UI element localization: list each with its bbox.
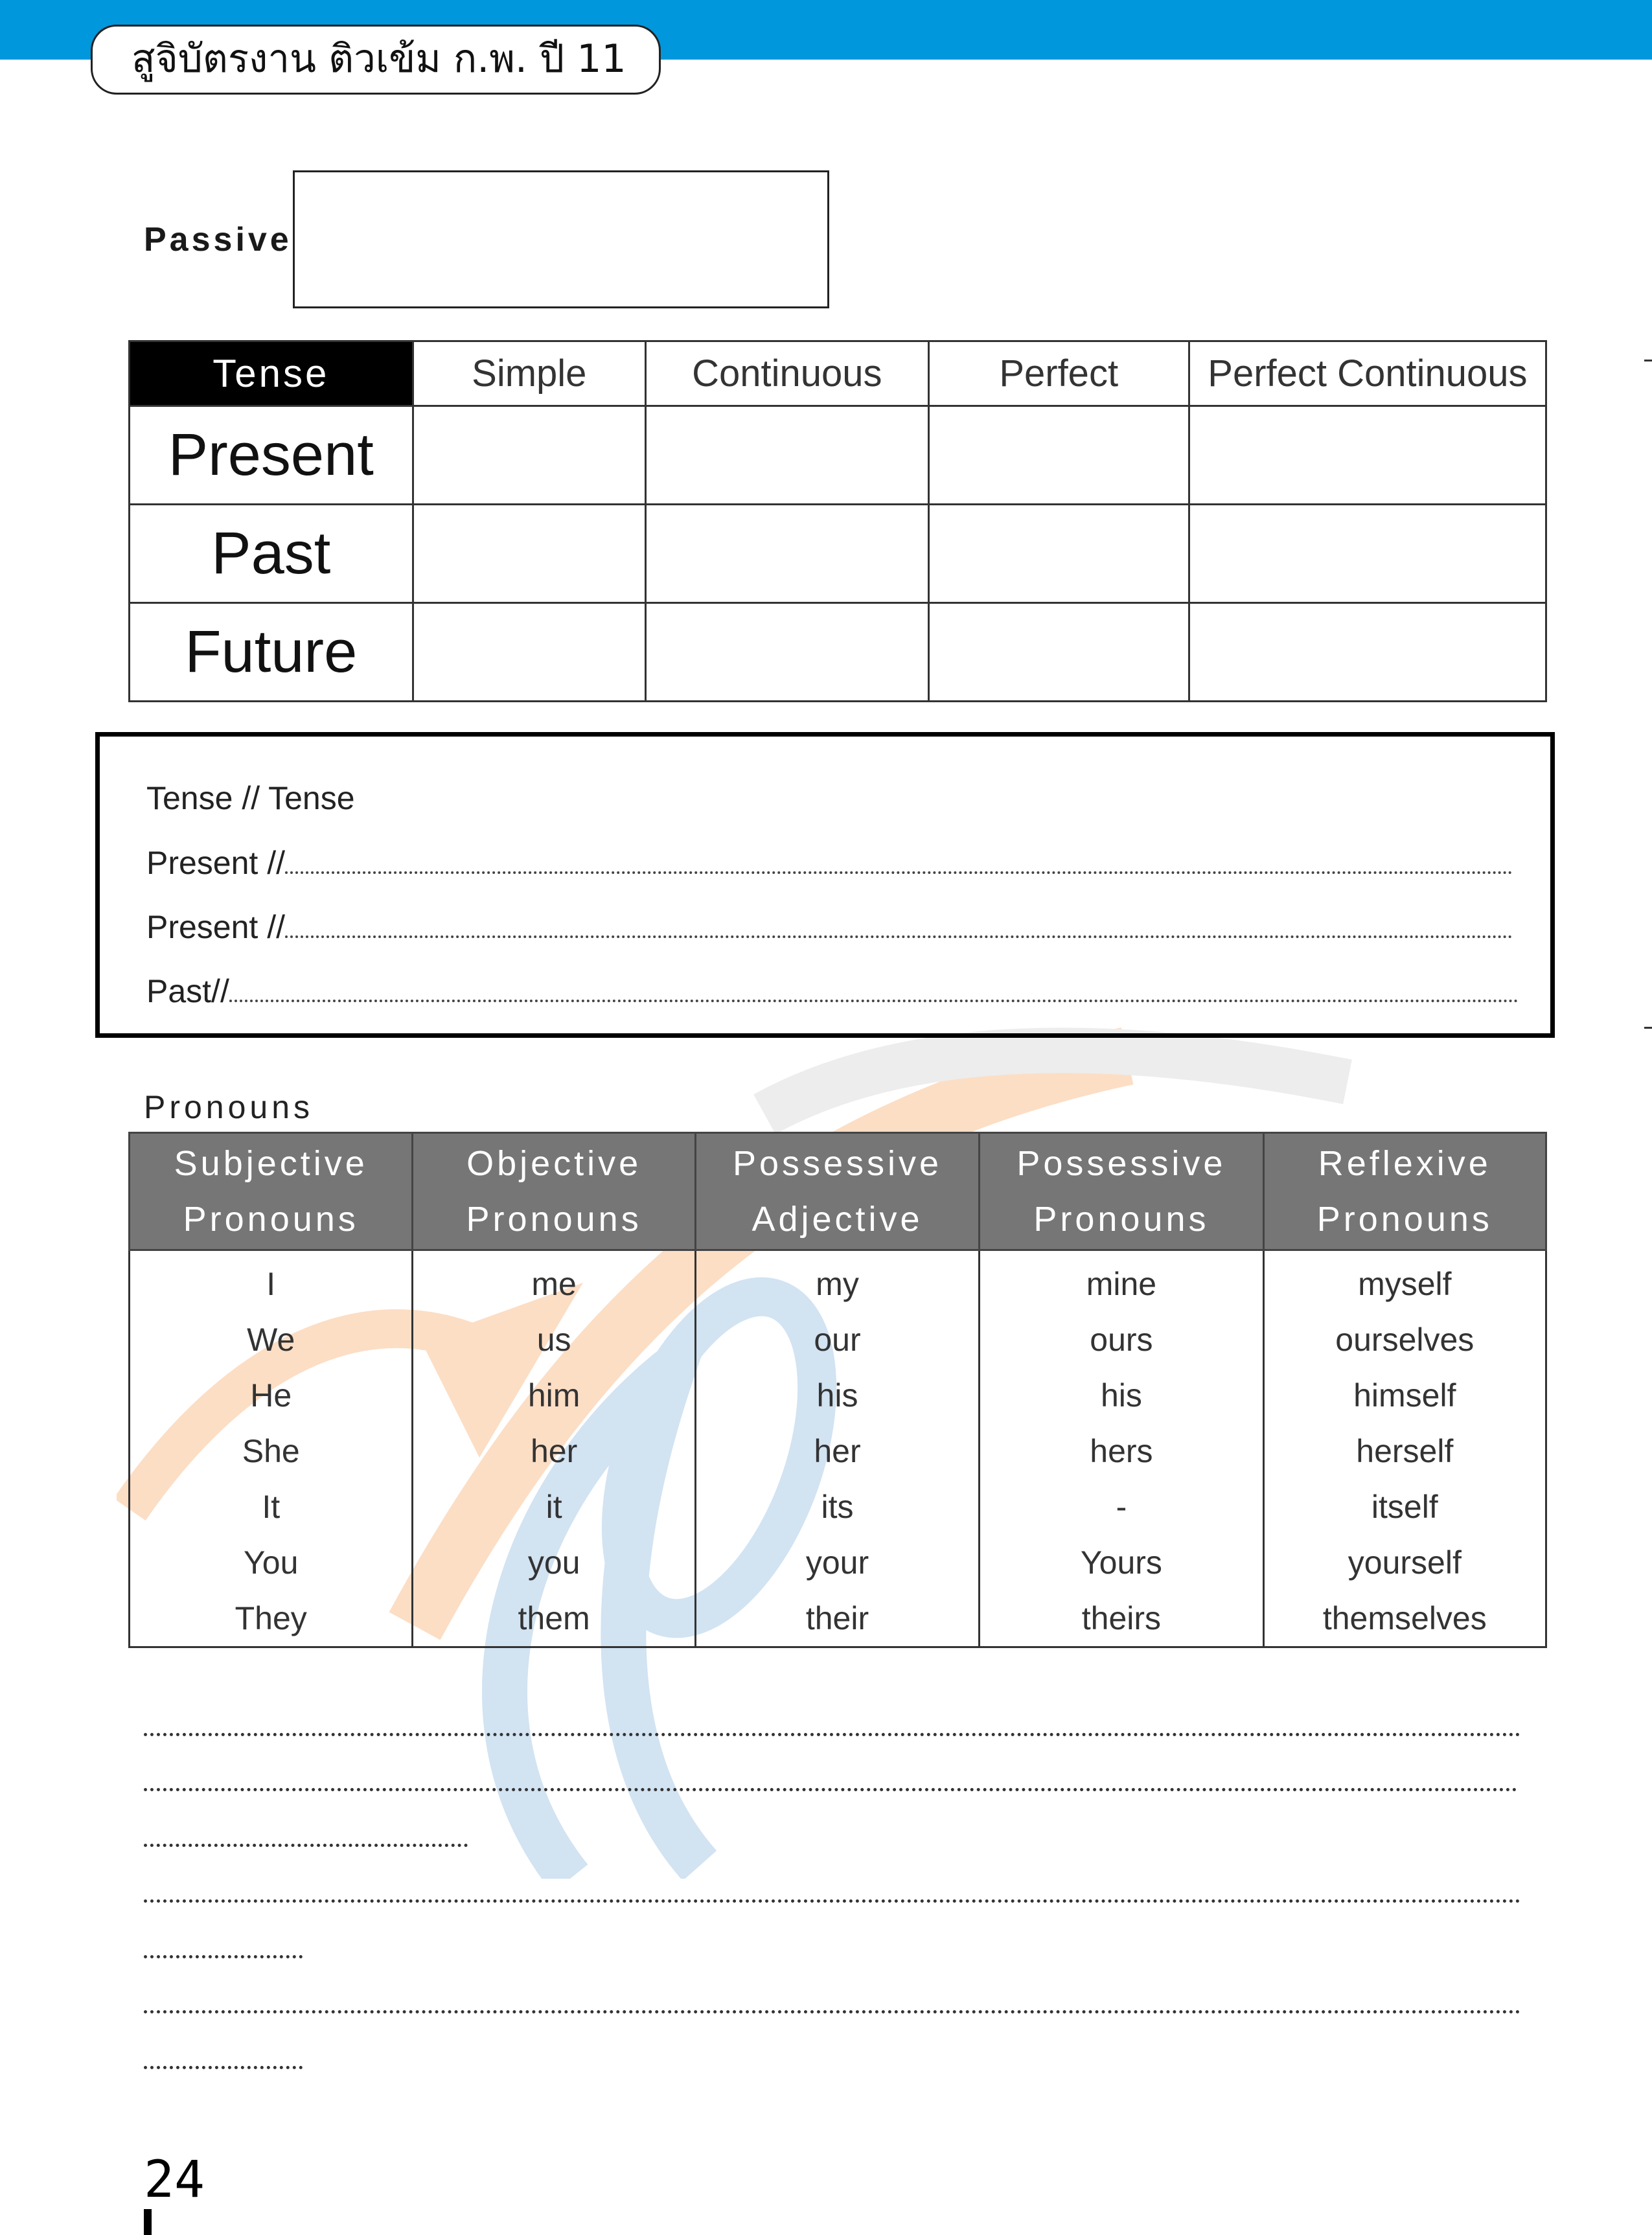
table-row	[130, 1368, 1546, 1423]
tense-cell[interactable]	[928, 406, 1189, 505]
tense-cell[interactable]	[413, 406, 645, 505]
pron-cell: you	[413, 1535, 695, 1590]
pron-cell: myself	[1263, 1250, 1546, 1312]
pron-cell: himself	[1263, 1368, 1546, 1423]
tense-row-future: Future	[130, 603, 413, 702]
pron-header-reflexive: Reflexive Pronouns	[1263, 1133, 1546, 1250]
tense-col-perfect-continuous: Perfect Continuous	[1189, 341, 1546, 406]
tense-table	[128, 340, 1547, 702]
note-line-2-label: Present //	[146, 845, 285, 881]
note-line-3[interactable]	[146, 908, 1513, 946]
pron-cell: its	[695, 1479, 979, 1535]
tense-notes-box	[95, 732, 1555, 1038]
table-row	[130, 1479, 1546, 1535]
pron-cell: itself	[1263, 1479, 1546, 1535]
passive-label: Passive	[144, 221, 292, 258]
tense-cell[interactable]	[413, 505, 645, 603]
tense-col-perfect: Perfect	[928, 341, 1189, 406]
table-row	[130, 1423, 1546, 1479]
pron-cell: mine	[980, 1250, 1263, 1312]
answer-dotted-line[interactable]	[144, 2053, 303, 2069]
pron-cell: their	[695, 1590, 979, 1647]
tense-cell[interactable]	[928, 505, 1189, 603]
answer-dotted-line[interactable]	[144, 1720, 1520, 1736]
pron-cell: yourself	[1263, 1535, 1546, 1590]
table-row	[130, 1312, 1546, 1368]
pron-header-objective: Objective Pronouns	[413, 1133, 695, 1250]
margin-mark	[1644, 360, 1652, 361]
pronouns-table	[128, 1132, 1547, 1648]
pron-cell: I	[130, 1250, 413, 1312]
answer-dotted-line[interactable]	[144, 1942, 303, 1958]
note-line-1: Tense // Tense	[146, 780, 355, 816]
tense-cell[interactable]	[646, 603, 929, 702]
pron-cell: Yours	[980, 1535, 1263, 1590]
pron-cell: She	[130, 1423, 413, 1479]
note-line-3-label: Present //	[146, 909, 285, 945]
answer-dotted-line[interactable]	[285, 930, 1513, 938]
margin-mark	[1644, 1027, 1652, 1029]
pron-cell: theirs	[980, 1590, 1263, 1647]
note-line-4-label: Past//	[146, 973, 229, 1009]
pron-cell: his	[695, 1368, 979, 1423]
page-number: 24	[144, 2151, 205, 2209]
answer-dotted-line[interactable]	[144, 1997, 1520, 2013]
pron-cell: her	[695, 1423, 979, 1479]
pronouns-title: Pronouns	[144, 1089, 314, 1125]
pron-cell: it	[413, 1479, 695, 1535]
table-row	[130, 1590, 1546, 1647]
pron-cell: You	[130, 1535, 413, 1590]
pron-cell: He	[130, 1368, 413, 1423]
pron-cell: my	[695, 1250, 979, 1312]
answer-dotted-line[interactable]	[144, 1831, 468, 1847]
pron-cell: her	[413, 1423, 695, 1479]
pron-cell: us	[413, 1312, 695, 1368]
answer-dotted-line[interactable]	[144, 1775, 1517, 1791]
pron-cell: themselves	[1263, 1590, 1546, 1647]
pron-cell: his	[980, 1368, 1263, 1423]
answer-dotted-line[interactable]	[229, 994, 1519, 1002]
pron-cell: -	[980, 1479, 1263, 1535]
tense-cell[interactable]	[413, 603, 645, 702]
note-line-2[interactable]	[146, 844, 1513, 882]
pron-cell: We	[130, 1312, 413, 1368]
pron-cell: them	[413, 1590, 695, 1647]
tense-cell[interactable]	[646, 505, 929, 603]
tense-row-past: Past	[130, 505, 413, 603]
pron-header-possessive-adjective: Possessive Adjective	[695, 1133, 979, 1250]
note-line-4[interactable]	[146, 972, 1519, 1010]
pron-cell: ourselves	[1263, 1312, 1546, 1368]
answer-dotted-line[interactable]	[285, 866, 1513, 874]
tense-cell[interactable]	[928, 603, 1189, 702]
tense-col-simple: Simple	[413, 341, 645, 406]
tense-cell[interactable]	[1189, 406, 1546, 505]
pron-cell: our	[695, 1312, 979, 1368]
answer-dotted-line[interactable]	[144, 1886, 1520, 1903]
pron-header-possessive-pronouns: Possessive Pronouns	[980, 1133, 1263, 1250]
pron-cell: your	[695, 1535, 979, 1590]
tense-row-present: Present	[130, 406, 413, 505]
table-row	[130, 1535, 1546, 1590]
table-row	[130, 1250, 1546, 1312]
pron-cell: It	[130, 1479, 413, 1535]
tense-cell[interactable]	[646, 406, 929, 505]
tense-corner-header: Tense	[130, 341, 413, 406]
page-number-bar	[144, 2209, 152, 2235]
pron-cell: They	[130, 1590, 413, 1647]
tense-col-continuous: Continuous	[646, 341, 929, 406]
pron-cell: herself	[1263, 1423, 1546, 1479]
tense-cell[interactable]	[1189, 603, 1546, 702]
passive-answer-box[interactable]	[293, 170, 829, 308]
pron-cell: me	[413, 1250, 695, 1312]
header-title: สูจิบัตรงาน ติวเข้ม ก.พ. ปี 11	[91, 25, 661, 95]
pron-header-subjective: Subjective Pronouns	[130, 1133, 413, 1250]
pron-cell: him	[413, 1368, 695, 1423]
tense-cell[interactable]	[1189, 505, 1546, 603]
pron-cell: ours	[980, 1312, 1263, 1368]
pron-cell: hers	[980, 1423, 1263, 1479]
